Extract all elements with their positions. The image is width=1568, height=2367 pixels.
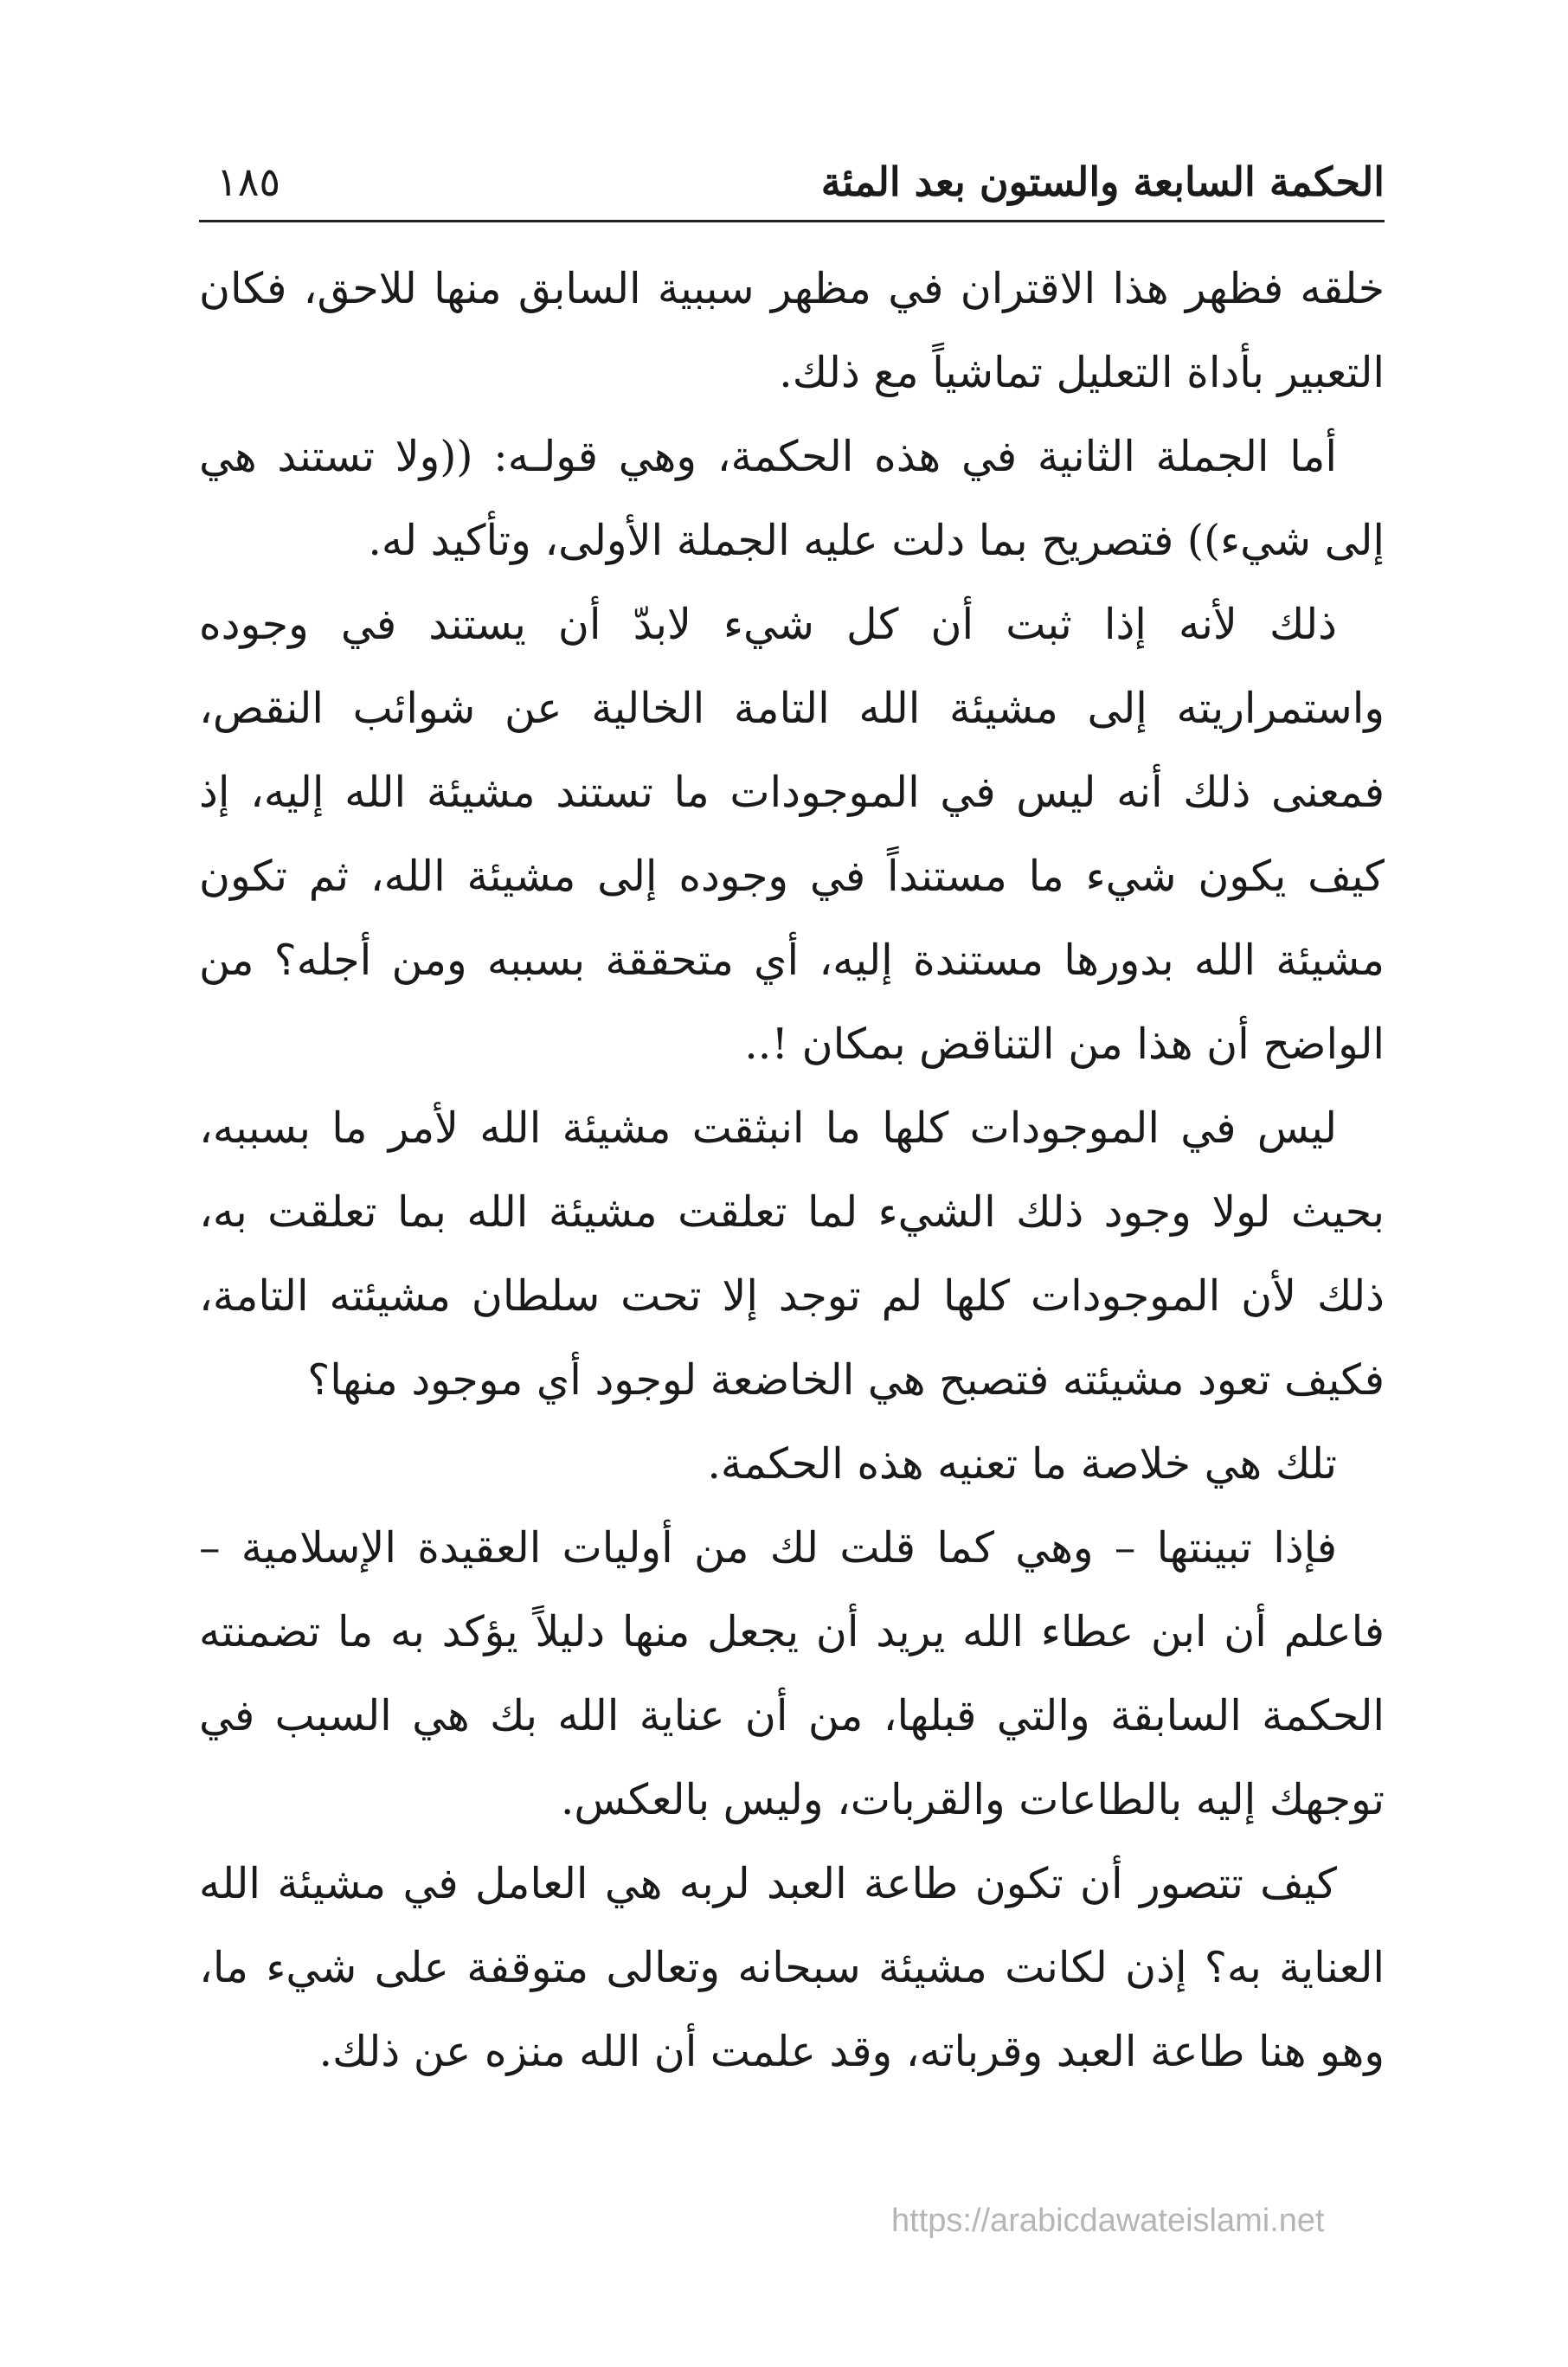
paragraph-2: أما الجملة الثانية في هذه الحكمة، وهي قولـه: ((ولا تستند هي إلى شيء)) فتصريح بما دلت عليه الجملة الأولى، وتأكيد له. <box>199 432 1385 565</box>
paragraph-6: فإذا تبينتها – وهي كما قلت لك من أوليات العقيدة الإسلامية – فاعلم أن ابن عطاء الله يريد أن يجعل منها دليلاً يؤكد به ما تضمنته الحكمة السابقة والتي قبلها، من أن عناية الله بك هي السبب في توجهك إليه بالطاعات والقربات، وليس بالعكس. <box>199 1523 1385 1824</box>
paragraph-7: كيف تتصور أن تكون طاعة العبد لربه هي العامل في مشيئة الله العناية به؟ إذن لكانت مشيئة سبحانه وتعالى متوقفة على شيء ما، وهو هنا طاعة العبد وقرباته، وقد علمت أن الله منزه عن ذلك. <box>199 1859 1385 2076</box>
watermark-url: https://arabicdawateislami.net <box>891 2203 1325 2239</box>
paragraph-3: ذلك لأنه إذا ثبت أن كل شيء لابدّ أن يستند في وجوده واستمراريته إلى مشيئة الله التامة الخالية عن شوائب النقص، فمعنى ذلك أنه ليس في الموجودات ما تستند مشيئة الله إليه، إذ كيف يكون شيء ما مستنداً في وجوده إلى مشيئة الله، ثم تكون مشيئة الله بدورها مستندة إليه، أي متحققة بسببه ومن أجله؟ من الواضح أن هذا من التناقض بمكان !.. <box>199 600 1385 1069</box>
body-text <box>199 247 1385 2094</box>
running-title: الحكمة السابعة والستون بعد المئة <box>820 158 1385 205</box>
paragraph-1: خلقه فظهر هذا الاقتران في مظهر سببية السابق منها للاحق، فكان التعبير بأداة التعليل تماشياً مع ذلك. <box>199 264 1385 397</box>
page-header <box>199 147 1385 216</box>
paragraph-5: تلك هي خلاصة ما تعنيه هذه الحكمة. <box>707 1439 1337 1489</box>
paragraph-4: ليس في الموجودات كلها ما انبثقت مشيئة الله لأمر ما بسببه، بحيث لولا وجود ذلك الشيء لما تعلقت مشيئة الله بما تعلقت به، ذلك لأن الموجودات كلها لم توجد إلا تحت سلطان مشيئته التامة، فكيف تعود مشيئته فتصبح هي الخاضعة لوجود أي موجود منها؟ <box>199 1103 1385 1405</box>
header-rule <box>199 220 1385 222</box>
page-number: ١٨٥ <box>216 158 281 205</box>
